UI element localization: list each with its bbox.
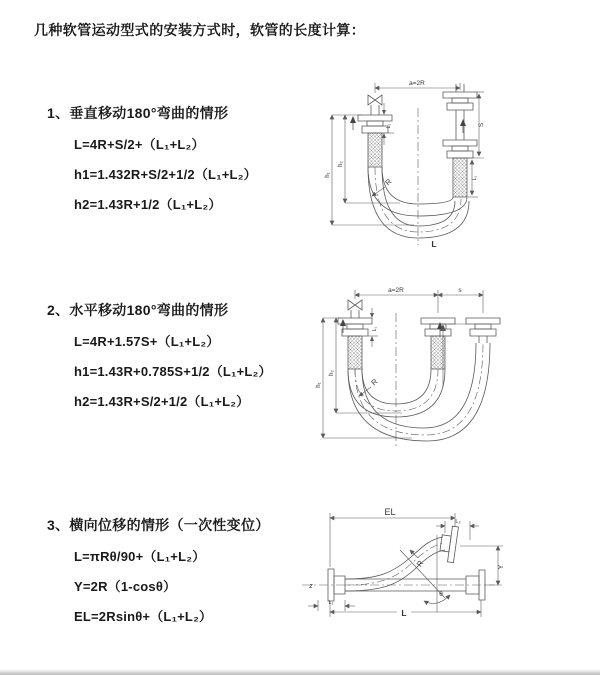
- formula-line: h1=1.43R+0.785S+1/2（L₁+L₂）: [74, 364, 272, 379]
- valve-icon: [348, 300, 362, 318]
- section-1-heading: 1、垂直移动180°弯曲的情形: [47, 105, 229, 121]
- motion-arrows: [340, 319, 443, 336]
- y-dimension: [460, 546, 505, 585]
- dim-label-a-2r: a=2R: [409, 80, 425, 87]
- s-curved-hose-displaced: [345, 537, 445, 591]
- formula-line: Y=2R（1-cosθ）: [74, 579, 177, 594]
- formula-line: L=πRθ/90+（L₁+L₂）: [74, 549, 206, 564]
- formula-line: L=4R+1.57S+（L₁+L₂）: [74, 334, 220, 349]
- l1-dimension: [368, 308, 378, 347]
- dim-label-l2: L₂: [455, 519, 461, 525]
- section-3-heading: 3、横向位移的情形（一次性变位）: [47, 517, 270, 533]
- centerline: [302, 583, 494, 590]
- height-dimensions: [325, 115, 414, 225]
- document-title: 几种软管运动型式的安装方式时，软管的长度计算：: [34, 22, 366, 38]
- radius-callout: [359, 377, 380, 396]
- radius-label: R: [383, 176, 394, 188]
- formula-line: EL=2Rsinθ+（L₁+L₂）: [74, 609, 213, 624]
- dim-label-l1: L₁: [372, 326, 378, 332]
- l1-dimension: [308, 600, 355, 611]
- dim-label-l: L: [401, 608, 407, 618]
- left-hose-fitting: [358, 115, 392, 167]
- valve-icon: [368, 95, 382, 115]
- dim-label-y: Y: [498, 564, 505, 570]
- right-hose-fitting: [466, 318, 500, 343]
- top-dimension: [375, 80, 460, 93]
- dim-label-h1: h₁: [325, 172, 331, 178]
- top-dimension: [355, 287, 483, 313]
- l1-dimension-left: [382, 103, 394, 145]
- dim-label-h2: h₂: [329, 370, 335, 376]
- construction-lines: [400, 535, 450, 612]
- dim-label-h2: h₂: [338, 161, 344, 167]
- diagram-vertical-180-bend: [312, 70, 547, 255]
- dim-label-l1: L₁: [328, 600, 334, 606]
- length-label: L: [431, 239, 437, 249]
- formula-line: L=4R+S/2+（L₁+L₂）: [74, 137, 205, 152]
- s-dimension-right: [467, 92, 485, 197]
- formula-line: h1=1.432R+S/2+1/2（L₁+L₂）: [74, 167, 257, 182]
- formula-line: h2=1.43R+S/2+1/2（L₁+L₂）: [74, 394, 250, 409]
- theta-label: θ: [439, 591, 443, 598]
- diagram-lateral-displacement: [298, 505, 588, 650]
- dim-label-s: S: [479, 122, 485, 128]
- diagram-horizontal-180-bend: [312, 283, 562, 463]
- radius-callout: [410, 550, 426, 568]
- middle-hose-fitting: [421, 318, 455, 369]
- dim-label-el: EL: [384, 507, 396, 517]
- radius-label: R: [369, 376, 380, 388]
- formula-line: h2=1.43R+1/2（L₁+L₂）: [74, 197, 222, 212]
- dim-label-l1-right: L₁: [472, 175, 478, 181]
- section-2-heading: 2、水平移动180°弯曲的情形: [47, 302, 229, 318]
- dim-label-h1: h₁: [316, 382, 322, 388]
- el-dimension: [330, 507, 455, 567]
- dim-label-l1-left: L₁: [386, 123, 392, 129]
- dim-label-a-2r: a=2R: [388, 287, 404, 294]
- dim-label-s: s: [458, 287, 462, 294]
- l-dimension: [330, 600, 481, 618]
- radius-label: R: [414, 558, 426, 569]
- pipe-break-mark: z: [309, 583, 313, 590]
- page-edge-shadow: [0, 669, 600, 675]
- hose-u-bends: [348, 343, 490, 441]
